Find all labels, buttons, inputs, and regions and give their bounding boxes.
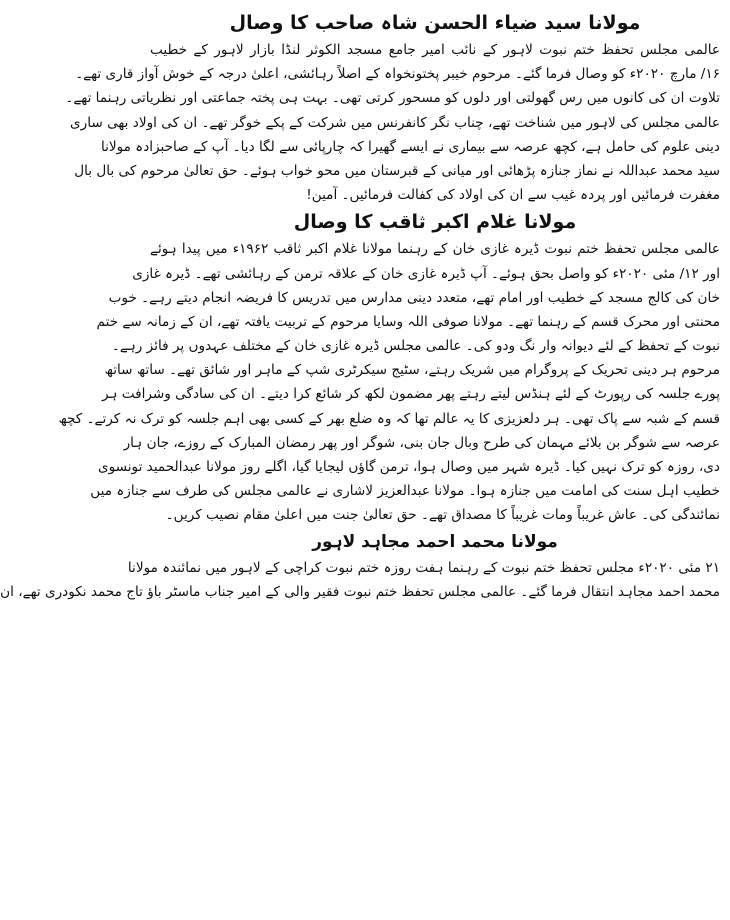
text-line: تلاوت ان کی کانوں میں رس گھولتی اور دلوں کو مسحور کرتی تھی۔ بہت ہی پختہ جماعتی اور نظریاتی رہنما تھے۔ — [65, 90, 720, 107]
document-page — [0, 8, 720, 920]
text-line: ۲۱ مئی ۲۰۲۰ء مجلس تحفظ ختم نبوت کے رہنما ہفت روزہ ختم نبوت کراچی کے لاہور میں نمائندہ مولانا — [127, 559, 720, 576]
text-line: دینی علوم کی حامل ہے، کچھ عرصہ سے بیماری نے ایسے گھیرا کہ چارپائی سے لگا دیا۔ آپ کے صاحبزادہ مولانا — [100, 138, 720, 155]
text-line: خطیب اہل سنت کی امامت میں جنازہ ہوا۔ مولانا عبدالعزیز لاشاری نے عالمی مجلس کی طرف سے جنازہ میں — [90, 483, 720, 500]
obituary-section-1 — [65, 8, 720, 207]
text-line: نمائندگی کی۔ عاش غریباً ومات غریباً کا مصداق تھے۔ حق تعالیٰ جنت میں اعلیٰ مقام نصیب کریں۔ — [165, 507, 720, 524]
section-3-heading: مولانا محمد احمد مجاہد لاہور — [312, 531, 558, 552]
obituary-section-2 — [58, 207, 720, 527]
text-line: ۱۶/ مارچ ۲۰۲۰ء کو وصال فرما گئے۔ مرحوم خیبر پختونخواہ کے اصلاً رہائشی، اعلیٰ درجہ کے خوش آواز قاری تھے۔ — [75, 66, 720, 83]
text-line: محمد احمد مجاہد انتقال فرما گئے۔ عالمی مجلس تحفظ ختم نبوت فقیر والی کے امیر جناب ماسٹر باؤ تاج محمد نکودری تھے، ان — [0, 583, 720, 600]
section-1-heading: مولانا سید ضیاء الحسن شاہ صاحب کا وصال — [229, 12, 641, 34]
text-line: عالمی مجلس تحفظ ختم نبوت لاہور کے نائب امیر جامع مسجد الکوثر لنڈا بازار لاہور کے خطیب — [150, 42, 720, 58]
text-line: مغفرت فرمائیں اور پردہ غیب سے ان کی اولاد کی کفالت فرمائیں۔ آمین! — [306, 187, 720, 204]
section-2-heading: مولانا غلام اکبر ثاقب کا وصال — [293, 211, 577, 234]
text-line: مرحوم ہر دینی تحریک کے پروگرام میں شریک رہتے، سٹیج سیکرٹری شپ کے ماہر اور شائق تھے۔ ساتھ ساتھ — [104, 362, 720, 379]
obituary-section-3 — [0, 528, 720, 604]
section-1-body — [65, 38, 720, 207]
text-line: عالمی مجلس کی لاہور میں شناخت تھے، چناب نگر کانفرنس میں شرکت کے پکے خوگر تھے۔ ان کی اولاد بھی ساری — [70, 114, 720, 131]
text-line: محنتی اور محرک قسم کے رہنما تھے۔ مولانا صوفی اللہ وسایا مرحوم کے تربیت یافتہ تھے، ان کے زمانہ سے ختم — [96, 313, 720, 330]
text-line: اور ۱۲/ مئی ۲۰۲۰ء کو واصل بحق ہوئے۔ آپ ڈیرہ غازی خان کے علاقہ ترمن کے رہائشی تھے۔ ڈیرہ غازی — [132, 265, 720, 282]
text-line: قسم کے شبہ سے پاک تھی۔ ہر دلعزیزی کا یہ عالم تھا کہ وہ ضلع بھر کے کسی بھی اہم جلسہ کو ترک نہ کرتے۔ کچھ — [58, 410, 720, 427]
section-2-body — [58, 237, 720, 527]
text-line: پورے جلسہ کی رپورٹ کے لئے ہنڈس لیتے رہتے پھر مضمون لکھ کر شائع کرا دیتے۔ ان کی سادگی وشرافت ہر — [102, 386, 720, 403]
text-line: دی، روزہ کو ترک نہیں کیا۔ ڈیرہ شہر میں وصال ہوا، ترمن گاؤں لیجایا گیا، اگلے روز مولانا عبدالحمید تونسوی — [97, 459, 720, 475]
text-line: سید محمد عبداللہ نے نماز جنازہ پڑھائی اور میانی کے قبرستان میں محو خواب ہوئے۔ حق تعالیٰ مرحوم کی بال بال — [74, 162, 720, 179]
text-line: عرصہ سے شوگر بن بلائے مہمان کی طرح وبال جان بنی، شوگر اور پھر رمضان المبارک کے روزے، جان ہار — [123, 434, 720, 451]
text-line: نبوت کے تحفظ کے لئے دیوانہ وار نگ ودو کی۔ عالمی مجلس ڈیرہ غازی خان کے مختلف عہدوں پر فائز رہے۔ — [111, 338, 720, 355]
text-line: عالمی مجلس تحفظ ختم نبوت ڈیرہ غازی خان کے رہنما مولانا غلام اکبر ثاقب ۱۹۶۲ء میں پیدا ہوئے — [150, 241, 720, 258]
section-3-body — [0, 556, 720, 604]
text-line: خان کی کالج مسجد کے خطیب اور امام تھے، متعدد دینی مدارس میں تدریس کا فریضہ انجام دیتے رہے۔ خوب — [108, 289, 720, 306]
